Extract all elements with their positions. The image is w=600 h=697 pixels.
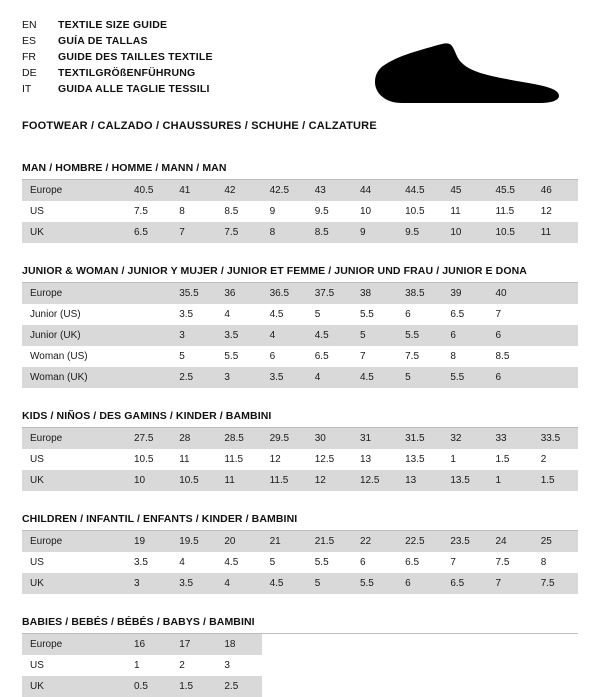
cell: [126, 367, 171, 388]
cell: 11: [179, 453, 190, 465]
language-row: [22, 66, 213, 82]
table-row: [22, 470, 578, 491]
cell: [533, 655, 578, 676]
cell: [442, 634, 487, 655]
cell: 9.5: [314, 205, 329, 217]
cell: 3.5: [179, 308, 194, 320]
table-row: [22, 531, 578, 552]
language-code: DE: [22, 67, 37, 79]
cell: 25: [533, 531, 578, 552]
cell: 3: [216, 367, 261, 388]
cell: 5: [179, 350, 185, 362]
size-table-babies: [22, 634, 578, 697]
cell: 5: [307, 573, 352, 594]
row-label: Europe: [22, 634, 126, 655]
cell: 38.5: [397, 283, 442, 304]
cell: 45: [442, 180, 487, 201]
cell: 12: [307, 470, 352, 491]
section-children: [22, 513, 578, 594]
cell: 3: [171, 325, 216, 346]
row-label: UK: [22, 470, 126, 491]
cell: [307, 634, 352, 655]
cell: 6.5: [442, 573, 487, 594]
language-title: GUÍA DE TALLAS: [58, 35, 148, 47]
cell: 39: [442, 283, 487, 304]
cell: 29.5: [262, 428, 307, 449]
cell: 10: [442, 222, 487, 243]
cell: [352, 634, 397, 655]
cell: [533, 283, 578, 304]
cell: 10.5: [488, 222, 533, 243]
cell: [126, 346, 171, 367]
cell: 44: [352, 180, 397, 201]
size-table-kids: [22, 428, 578, 491]
cell: 5.5: [314, 556, 329, 568]
cell: 43: [307, 180, 352, 201]
cell: 27.5: [126, 428, 171, 449]
row-label: US: [30, 659, 44, 671]
table-row: [22, 222, 578, 243]
cell: 2: [179, 659, 185, 671]
cell: [533, 304, 578, 325]
language-title: GUIDA ALLE TAGLIE TESSILI: [58, 83, 210, 95]
section-junior-woman: [22, 265, 578, 388]
cell: 7: [488, 573, 533, 594]
table-row: [22, 304, 578, 325]
size-table-junior-woman: [22, 283, 578, 388]
cell: 1: [450, 453, 456, 465]
cell: 4: [216, 573, 261, 594]
cell: 28.5: [216, 428, 261, 449]
cell: 33.5: [533, 428, 578, 449]
cell: [533, 367, 578, 388]
section-title: JUNIOR & WOMAN / JUNIOR Y MUJER / JUNIOR ET FEMME / JUNIOR UND FRAU / JUNIOR E DONA: [22, 265, 578, 283]
cell: [533, 634, 578, 655]
cell: 36: [216, 283, 261, 304]
cell: 5: [397, 367, 442, 388]
cell: [442, 655, 487, 676]
table-row: [22, 367, 578, 388]
cell: 7: [450, 556, 456, 568]
cell: 10.5: [134, 453, 154, 465]
cell: 8.5: [495, 350, 510, 362]
cell: 46: [533, 180, 578, 201]
section-man: [22, 162, 578, 243]
cell: 33: [488, 428, 533, 449]
cell: 41: [171, 180, 216, 201]
row-label: Europe: [22, 531, 126, 552]
cell: 23.5: [442, 531, 487, 552]
cell: 13.5: [442, 470, 487, 491]
cell: 1.5: [533, 470, 578, 491]
cell: 4.5: [262, 573, 307, 594]
cell: 3: [126, 573, 171, 594]
row-label: UK: [22, 676, 126, 697]
cell: 4: [307, 367, 352, 388]
table-row: [22, 449, 578, 470]
row-label: Junior (UK): [22, 325, 126, 346]
cell: 17: [171, 634, 216, 655]
cell: 6: [488, 325, 533, 346]
cell: 6.5: [314, 350, 329, 362]
cell: 38: [352, 283, 397, 304]
cell: 3.5: [134, 556, 148, 568]
cell: 24: [488, 531, 533, 552]
cell: 20: [216, 531, 261, 552]
cell: 5.5: [224, 350, 239, 362]
cell: [352, 655, 397, 676]
cell: 21: [262, 531, 307, 552]
cell: [533, 676, 578, 697]
cell: 42.5: [262, 180, 307, 201]
section-title: MAN / HOMBRE / HOMME / MANN / MAN: [22, 162, 578, 180]
cell: 2: [540, 453, 547, 465]
cell: 22.5: [397, 531, 442, 552]
language-code: EN: [22, 19, 37, 31]
cell: 12: [269, 453, 281, 465]
cell: 7.5: [533, 573, 578, 594]
row-label: US: [30, 205, 44, 217]
cell: [533, 325, 578, 346]
language-title: GUIDE DES TAILLES TEXTILE: [58, 51, 213, 63]
row-label: UK: [22, 222, 126, 243]
document-header: [22, 18, 578, 106]
language-row: [22, 18, 213, 34]
cell: [397, 676, 442, 697]
cell: 11: [216, 470, 261, 491]
cell: [307, 655, 352, 676]
cell: 7.5: [495, 556, 510, 568]
language-title-list: [22, 18, 213, 98]
row-label: Europe: [22, 428, 126, 449]
cell: 11: [450, 205, 461, 217]
cell: 28: [171, 428, 216, 449]
cell: 30: [307, 428, 352, 449]
cell: 22: [352, 531, 397, 552]
row-label: US: [30, 453, 44, 465]
table-row: [22, 180, 578, 201]
cell: 11.5: [262, 470, 307, 491]
cell: 6.5: [450, 308, 465, 320]
language-row: [22, 34, 213, 50]
cell: 31.5: [397, 428, 442, 449]
section-title: KIDS / NIÑOS / DES GAMINS / KINDER / BAMBINI: [22, 410, 578, 428]
language-code: FR: [22, 51, 36, 63]
language-row: [22, 82, 213, 98]
cell: [397, 655, 442, 676]
table-row: [22, 325, 578, 346]
cell: 10: [126, 470, 171, 491]
cell: 19: [126, 531, 171, 552]
cell: 5.5: [397, 325, 442, 346]
cell: 13: [397, 470, 442, 491]
cell: [488, 655, 533, 676]
cell: [397, 634, 442, 655]
cell: 35.5: [171, 283, 216, 304]
cell: 13: [359, 453, 372, 465]
row-label: Woman (UK): [22, 367, 126, 388]
cell: 4: [179, 556, 185, 568]
cell: 8: [540, 556, 547, 568]
cell: 2.5: [171, 367, 216, 388]
cell: 6: [442, 325, 487, 346]
cell: 36.5: [262, 283, 307, 304]
cell: 6.5: [405, 556, 420, 568]
cell: 4.5: [269, 308, 284, 320]
table-row: [22, 552, 578, 573]
cell: [126, 304, 171, 325]
cell: 3.5: [171, 573, 216, 594]
cell: 6: [359, 556, 366, 568]
cell: [262, 676, 307, 697]
cell: 7: [171, 222, 216, 243]
cell: 8.5: [307, 222, 352, 243]
cell: 19.5: [171, 531, 216, 552]
row-label: Europe: [22, 180, 126, 201]
cell: 10: [359, 205, 372, 217]
cell: 12.5: [314, 453, 335, 465]
cell: 18: [216, 634, 261, 655]
cell: 9.5: [397, 222, 442, 243]
table-row: [22, 634, 578, 655]
cell: 6.5: [126, 222, 171, 243]
cell: 8: [179, 205, 185, 217]
row-label: Junior (US): [30, 308, 81, 320]
cell: 6: [269, 350, 276, 362]
cell: [262, 655, 307, 676]
cell: 21.5: [307, 531, 352, 552]
cell: [488, 676, 533, 697]
cell: 11.5: [495, 205, 515, 217]
cell: 7: [495, 308, 502, 320]
row-label: Europe: [22, 283, 126, 304]
cell: [352, 676, 397, 697]
cell: 0.5: [126, 676, 171, 697]
table-row: [22, 573, 578, 594]
cell: 12: [540, 205, 552, 217]
language-title: TEXTILGRÖßENFÜHRUNG: [58, 67, 196, 79]
cell: 4.5: [224, 556, 239, 568]
cell: 5: [352, 325, 397, 346]
cell: 4: [224, 308, 230, 320]
cell: 31: [352, 428, 397, 449]
table-row: [22, 201, 578, 222]
cell: 5: [314, 308, 321, 320]
cell: [262, 634, 307, 655]
cell: 5.5: [359, 308, 374, 320]
cell: 5.5: [352, 573, 397, 594]
cell: 1.5: [171, 676, 216, 697]
language-row: [22, 50, 213, 66]
cell: 1: [488, 470, 533, 491]
size-table-children: [22, 531, 578, 594]
section-babies: [22, 616, 578, 697]
row-label: US: [30, 556, 44, 568]
cell: 40: [488, 283, 533, 304]
cell: 9: [269, 205, 276, 217]
cell: [126, 325, 171, 346]
section-title: BABIES / BEBÉS / BÉBÉS / BABYS / BAMBINI: [22, 616, 578, 634]
cell: 4.5: [352, 367, 397, 388]
cell: [307, 676, 352, 697]
row-label: Woman (US): [30, 350, 88, 362]
table-row: [22, 655, 578, 676]
cell: [442, 676, 487, 697]
cell: 6: [397, 573, 442, 594]
cell: 3.5: [216, 325, 261, 346]
cell: 42: [216, 180, 261, 201]
table-row: [22, 428, 578, 449]
cell: [488, 634, 533, 655]
cell: 11: [533, 222, 578, 243]
dress-shoe-icon: [372, 40, 562, 110]
cell: 2.5: [216, 676, 261, 697]
cell: [126, 283, 171, 304]
size-table-man: [22, 180, 578, 243]
cell: 6: [488, 367, 533, 388]
cell: 3: [224, 659, 230, 671]
cell: 9: [352, 222, 397, 243]
language-title: TEXTILE SIZE GUIDE: [58, 19, 168, 31]
cell: 5: [269, 556, 276, 568]
cell: 37.5: [307, 283, 352, 304]
cell: 7: [359, 350, 366, 362]
table-row: [22, 283, 578, 304]
cell: 4: [262, 325, 307, 346]
language-code: ES: [22, 35, 37, 47]
cell: 13.5: [405, 453, 425, 465]
cell: 1.5: [495, 453, 510, 465]
cell: 6: [405, 308, 411, 320]
cell: 40.5: [126, 180, 171, 201]
cell: 16: [126, 634, 171, 655]
cell: 4.5: [307, 325, 352, 346]
cell: 44.5: [397, 180, 442, 201]
cell: 10.5: [171, 470, 216, 491]
cell: 7.5: [216, 222, 261, 243]
table-row: [22, 346, 578, 367]
cell: 1: [134, 659, 140, 671]
cell: 7.5: [405, 350, 420, 362]
cell: 12.5: [352, 470, 397, 491]
language-code: IT: [22, 83, 32, 95]
cell: 7.5: [134, 205, 148, 217]
row-label: UK: [22, 573, 126, 594]
footwear-heading: FOOTWEAR / CALZADO / CHAUSSURES / SCHUHE / CALZATURE: [22, 120, 377, 132]
cell: 5.5: [442, 367, 487, 388]
cell: 3.5: [262, 367, 307, 388]
cell: 8: [450, 350, 456, 362]
cell: 32: [442, 428, 487, 449]
section-title: CHILDREN / INFANTIL / ENFANTS / KINDER / BAMBINI: [22, 513, 578, 531]
cell: 8.5: [224, 205, 239, 217]
cell: 11.5: [224, 453, 244, 465]
cell: 8: [262, 222, 307, 243]
table-row: [22, 676, 578, 697]
cell: 45.5: [488, 180, 533, 201]
cell: 10.5: [405, 205, 425, 217]
cell: [533, 346, 578, 367]
section-kids: [22, 410, 578, 491]
